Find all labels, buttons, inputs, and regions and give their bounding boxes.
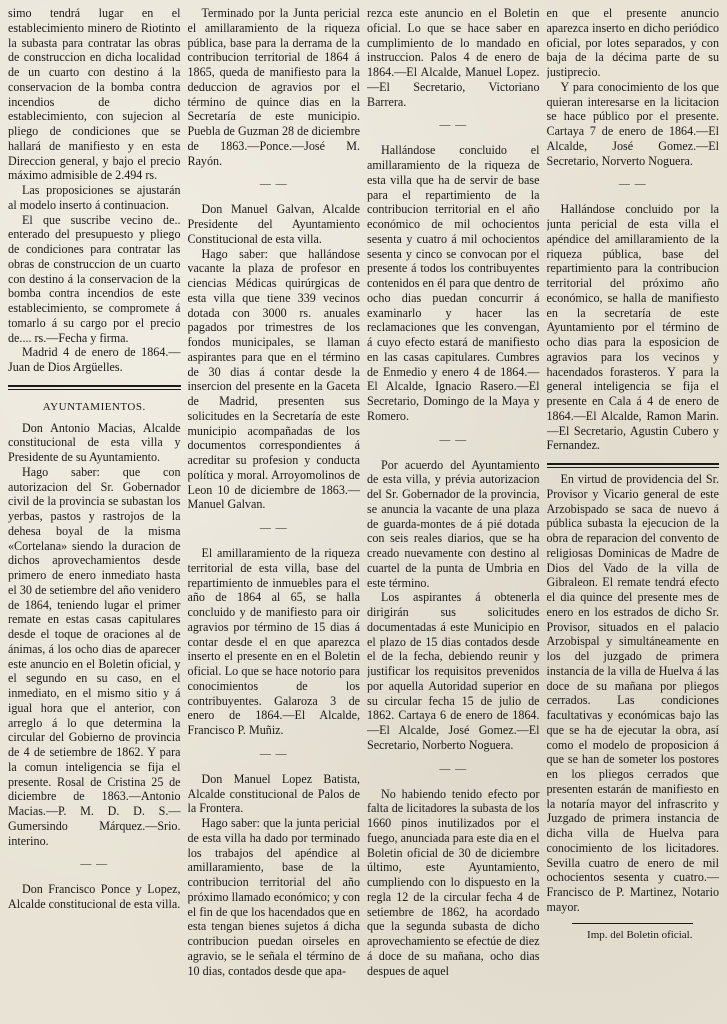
notice-paragraph: En virtud de providencia del Sr. Provisor y Vicario general de este Arzobispado se saca de nuevo á pública subasta la ejecucion de la obra de reparacion del convento de religiosas Dominicas de Madre de Dios del Vado de la villa de Gibraleon. El remate tendrá efecto el dia quince del presente mes de enero en los estrados de dicho Sr. Provisor, situados en el palacio Arzobispal y simultáneamente en los del juzgado de primera instancia de la villa de Huelva á las doce de su mañana por pliegos cerrados. Las condiciones facultativas y económicas bajo las que se ha de ejecutar la obra, así como el modelo de proposicion á que se han de someter los postores en los pliegos cerrados que presenten estarán de manifiesto en la notaría mayor del infrascrito y Juzgado de primera instancia de dicha villa de Huelva para conocimiento de los licitadores. Sevilla cuatro de enero de mil ochocientos sesenta y cuatro.—Francisco de P. Martinez, Notario mayor. [546,472,719,914]
notice-paragraph: Por acuerdo del Ayuntamiento de esta villa, y prévia autorizacion del Sr. Gobernador de la provincia, se anuncia la vacante de una plaza de guarda-montes de á pié dotada con seis reales diarios, que se ha creado nuevamente con destino al cuartel de la punta de Umbria en este término. [367,457,540,590]
section-rule [547,463,720,468]
notice-paragraph: Madrid 4 de enero de 1864.—Juan de Dios Argüelles. [8,345,181,374]
notice-paragraph: rezca este anuncio en el Boletin oficial. Lo que se hace saber en cumplimiento de lo mandado en instruccion. Palos 4 de enero de 1864.—El Alcalde, Manuel Lopez.—El Secretario, Victoriano Barrera. [367,6,540,109]
notice-paragraph: Y para conocimiento de los que quieran interesarse en la licitacion se hace público por el presente. Cartaya 7 de enero de 1864.—El Alcalde, José Gomez.—El Secretario, Norverto Noguera. [546,79,719,168]
rule-thin [547,467,720,468]
notice-separator: — — [259,522,288,534]
section-heading: AYUNTAMIENTOS. [42,400,146,413]
notice-paragraph: No habiendo tenido efecto por falta de licitadores la subasta de los 1660 pinos inutilizados por el fuego, anunciada para este dia en el Boletin oficial de 30 de diciembre último, este Ayuntamiento, cumpliendo con lo dispuesto en la regla 12 de la circular fecha 4 de setiembre de 1862, ha acordado que la segunda subasta de dicho aprovechamiento se efectúe de diez á doce de su mañana, ocho dias despues de aquel [367,786,540,978]
notice-separator: — — [80,858,109,871]
notice-separator: — — [439,433,468,446]
rule-thick [8,385,181,387]
notice-paragraph: El amillaramiento de la riqueza territorial de esta villa, base del repartimiento de inmuebles para el año de 1864 al 65, se halla concluido y de manifiesto para oir agravios por término de 15 dias á contar desde el en que aparezca inserto el presente en en el Boletin oficial. Lo que se hace notorio para conocimientos de los contribuyentes. Galaroza 3 de enero de 1864.—El Alcalde, Francisco P. Muñiz. [187,546,360,737]
notice-paragraph: Hago saber: que hallándose vacante la plaza de profesor en ciencias Médicas quirúrgicas de esta villa que tiene 339 vecinos dotada con 3000 rs. anuales pagados por trimestres de los fondos municipales, se llaman aspirantes para que en el término de 30 dias á contar desde la insercion del presente en la Gaceta de Madrid, presenten sus solicitudes en la Secretaría de este municipio acompañadas de los documentos correspondientes á acreditar su profesion y conducta política y moral. Arroyomolinos de Leon 10 de diciembre de 1863.—Manuel Galvan. [187,246,360,512]
notice-paragraph: en que el presente anuncio aparezca inserto en dicho periódico oficial, por lotes separados, y con baja de la décima parte de su justiprecio. [546,6,719,79]
notice-paragraph: Hago saber: que la junta pericial de esta villa ha dado por terminado los trabajos del apéndice al amillaramiento, base de la contribucion territorial del año próximo llamado económico; y con el fin de que los hacendados que en esta tengan bienes sujetos á dicha contribucion puedan oirseles en agravio, se le señala el término de 10 dias, contados desde que apa- [187,816,360,978]
notice-paragraph: Terminado por la Junta pericial el amillaramiento de la riqueza pública, base para la derrama de la contribucion territorial de 1864 á 1865, queda de manifiesto para la deduccion de agravios por el término de quince dias en la Secretaría de este municipio. Puebla de Guzman 28 de diciembre de 1863.—Ponce.—José M. Rayón. [187,6,360,168]
notice-separator: — — [259,178,288,191]
notice-paragraph: Hallándose concluido el amillaramiento de la riqueza de esta villa que ha de servir de base para el repartimiento de la contribucion territorial en el año económico de mil ochocientos sesenta y cuatro á mil ochocientos sesenta y cinco se convocan por el presente á todos los contribuyentes contenidos en él para que dentro de ocho dias puedan concurrir á examinarlo y hacer las reclamaciones que les convengan, á cuyo efecto estará de manifiesto en las casas capitulares. Cumbres de Enmedio y enero 4 de 1864.—El Alcalde, Ignacio Rasero.—El Secretario, Domingo de la Maya y Romero. [367,143,540,423]
notice-paragraph: El que suscribe vecino de.. enterado del presupuesto y pliego de condiciones para contratar las obras de construccion de un cuarto con destino á la conservacion de la bomba contra incendios de este establecimiento, se compromete á tomarlo á su cargo por el precio de.... rs.—Fecha y firma. [8,212,181,345]
notice-paragraph: simo tendrá lugar en el establecimiento minero de Riotinto la subasta para contratar las obras de construccion en dicha localidad de un cuarto con destino á la conservacion de la bomba contra incendios de dicho establecimiento, con sujecion al pliego de condiciones que se hallará de manifiesto y en esta Direccion general, y bajo el precio máximo admisible de 2.494 rs. [8,6,181,183]
notice-separator: — — [618,178,647,191]
columns-container [8,6,719,1024]
notice-separator: — — [439,762,468,775]
column-4 [547,6,720,1024]
rule-thick [547,463,720,465]
rule-thin [8,389,181,390]
notice-paragraph: Don Manuel Galvan, Alcalde Presidente del Ayuntamiento Constitucional de esta villa. [187,202,360,246]
notice-separator: — — [259,747,288,760]
notice-paragraph: Las proposiciones se ajustarán al modelo inserto á continuacion. [8,183,181,212]
notice-paragraph: Don Antonio Macias, Alcalde constitucional de esta villa y Presidente de su Ayuntamiento. [8,420,181,464]
notice-separator: — — [439,119,468,132]
notice-paragraph: Hallándose concluido por la junta pericial de esta villa el apéndice del amillaramiento de la riqueza pública, base del repartimiento para la contribucion territorial del próximo año económico, se halla de manifiesto en la secretaría de este Ayuntamiento por el término de ocho dias para la esposicion de agravios para los vecinos y hacendados forasteros. Y para la general inteligencia se fija el presente en Cala á 4 de enero de 1864.—El Alcalde, Ramon Marin.—El Secretario, Agustin Cubero y Fernandez. [546,202,719,453]
notice-paragraph: Don Manuel Lopez Batista, Alcalde constitucional de Palos de la Frontera. [187,771,360,816]
notice-paragraph: Los aspirantes á obtenerla dirigirán sus solicitudes documentadas á este Municipio en el plazo de 15 dias contados desde el de la fecha, debiendo reunir y justificar los requisitos prevenidos por aquella Autoridad superior en su circular fecha 15 de julio de 1862. Cartaya 6 de enero de 1864.—El Alcalde, José Gomez.—El Secretario, Norberto Noguera. [367,590,540,752]
notice-paragraph: Hago saber: que con autorizacion del Sr. Gobernador civil de la provincia se subastan los yerbas, pastos y rastrojos de la dehesa boyal de la misma «Cortelana» siendo la duracion de dichos aprovechamientos desde primero de enero inmediato hasta el 30 de setiembre del año venidero de 1864, teniendo lugar el primer remate en estas casas capitulares desde el toque de oraciones al de ánimas, á los ocho dias de aparecer este anuncio en el Boletin oficial, y el segundo en su caso, en el inmediato, en el mismo sitio y á igual hora que el anterior, con arreglo á lo que determina la circular del Gobierno de provincia de 4 de setiembre de 1862. Y para la comun inteligencia se fija el presente. Rosal de Cristina 25 de diciembre de 1863.—Antonio Macias.—P. M. D. D. S.—Gumersindo Márquez.—Srio. interino. [8,464,181,848]
column-3 [367,6,540,1024]
notice-paragraph: Don Francisco Ponce y Lopez, Alcalde constitucional de esta villa. [8,882,181,911]
imprint-rule [572,923,693,924]
column-1 [8,6,181,1024]
printer-imprint: Imp. del Boletin oficial. [587,928,693,941]
section-rule [8,385,181,390]
column-2 [188,6,361,1024]
